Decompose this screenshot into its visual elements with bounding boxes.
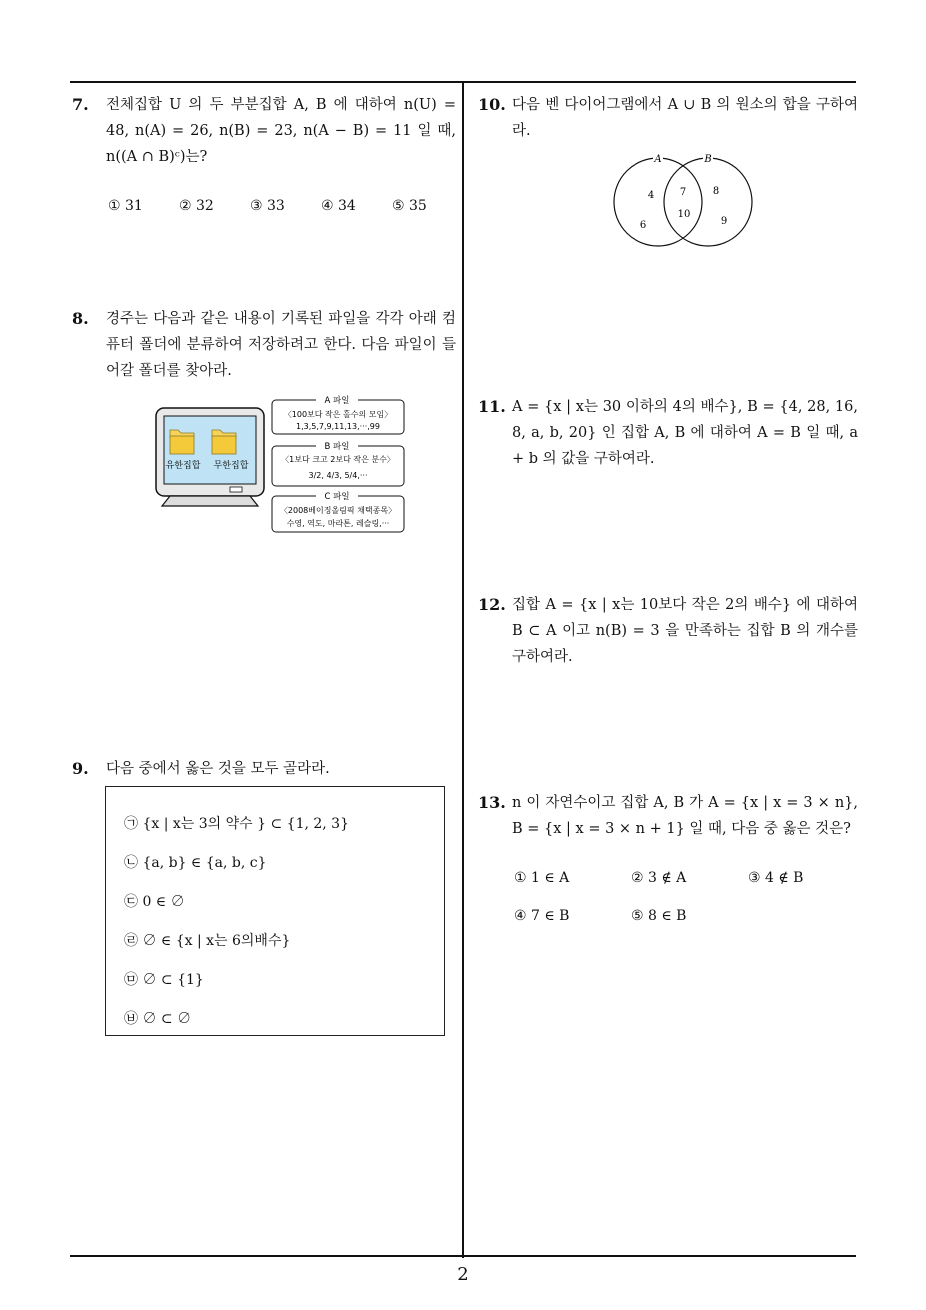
computer-folders-figure bbox=[150, 392, 412, 534]
venn-element: 10 bbox=[677, 209, 691, 220]
statement-item[interactable]: ㉢ 0 ∈ ∅ bbox=[124, 894, 185, 910]
question-number: 13. bbox=[478, 793, 506, 812]
question-number: 9. bbox=[72, 759, 89, 778]
statement-item[interactable]: ㉣ ∅ ∈ {x | x는 6의배수} bbox=[124, 933, 291, 949]
venn-element: 6 bbox=[639, 220, 647, 231]
folder-label-infinite: 무한집합 bbox=[213, 461, 249, 471]
folder-icon[interactable] bbox=[212, 430, 236, 454]
file-description: 〈100보다 작은 홀수의 모임〉 bbox=[283, 410, 393, 419]
choice-3[interactable]: ③ 33 bbox=[250, 198, 285, 214]
question-9 bbox=[72, 756, 456, 782]
set-a-label: A bbox=[654, 154, 662, 165]
question-11 bbox=[478, 394, 858, 472]
choice-1[interactable]: ① 31 bbox=[108, 198, 143, 214]
file-title: C 파일 bbox=[324, 492, 350, 502]
question-text: n 이 자연수이고 집합 A, B 가 A = {x | x = 3 × n}, B = {x | x = 3 × n + 1} 일 때, 다음 중 옳은 것은? bbox=[512, 795, 858, 837]
file-card-a bbox=[272, 394, 404, 434]
venn-element: 9 bbox=[720, 216, 728, 227]
question-10 bbox=[478, 92, 858, 144]
column-divider bbox=[462, 82, 464, 1258]
venn-element: 4 bbox=[647, 190, 655, 201]
bottom-rule bbox=[70, 1255, 856, 1257]
question-text: A = {x | x는 30 이하의 4의 배수}, B = {4, 28, 16, 8, a, b, 20} 인 집합 A, B 에 대하여 A = B 일 때, a + b 의 값을 구하여라. bbox=[512, 399, 858, 467]
file-card-c bbox=[272, 490, 404, 532]
statement-item[interactable]: ㉠ {x | x는 3의 약수 } ⊂ {1, 2, 3} bbox=[124, 816, 349, 832]
venn-element: 7 bbox=[679, 187, 687, 198]
choice-2[interactable]: ② 32 bbox=[179, 198, 214, 214]
statement-item[interactable]: ㉥ ∅ ⊂ ∅ bbox=[124, 1011, 192, 1027]
venn-element: 8 bbox=[712, 186, 720, 197]
choice-2[interactable]: ② 3 ∉ A bbox=[631, 870, 687, 886]
page-number: 2 bbox=[457, 1264, 469, 1285]
question-number: 8. bbox=[72, 309, 89, 328]
file-card-b bbox=[272, 440, 404, 486]
choice-5[interactable]: ⑤ 35 bbox=[392, 198, 427, 214]
question-text: 다음 벤 다이어그램에서 A ∪ B 의 원소의 합을 구하여라. bbox=[512, 97, 858, 139]
venn-diagram bbox=[610, 150, 760, 250]
monitor-illustration bbox=[156, 408, 264, 506]
folder-icon[interactable] bbox=[170, 430, 194, 454]
file-content: 3/2, 4/3, 5/4,··· bbox=[308, 471, 368, 480]
question-number: 10. bbox=[478, 95, 506, 114]
file-title: A 파일 bbox=[324, 396, 350, 406]
folder-label-finite: 유한집합 bbox=[165, 461, 201, 471]
question-text: 다음 중에서 옳은 것을 모두 골라라. bbox=[106, 761, 330, 777]
statement-item[interactable]: ㉡ {a, b} ∈ {a, b, c} bbox=[124, 855, 267, 871]
question-text: 경주는 다음과 같은 내용이 기록된 파일을 각각 아래 컴퓨터 폴더에 분류하여 저장하려고 한다. 다음 파일이 들어갈 폴더를 찾아라. bbox=[106, 311, 456, 379]
question-text: 전체집합 U 의 두 부분집합 A, B 에 대하여 n(U) = 48, n(A) = 26, n(B) = 23, n(A − B) = 11 일 때, n((A ∩ B)ᶜ)는? bbox=[106, 97, 456, 165]
file-description: 〈2008베이징올림픽 채택종목〉 bbox=[279, 506, 397, 515]
file-title: B 파일 bbox=[324, 442, 350, 452]
question-number: 11. bbox=[478, 397, 506, 416]
question-number: 7. bbox=[72, 95, 89, 114]
file-description: 〈1보다 크고 2보다 작은 분수〉 bbox=[281, 455, 395, 464]
statement-item[interactable]: ㉤ ∅ ⊂ {1} bbox=[124, 972, 204, 988]
question-7 bbox=[72, 92, 456, 170]
choice-1[interactable]: ① 1 ∈ A bbox=[514, 870, 570, 886]
question-12 bbox=[478, 592, 858, 670]
question-13 bbox=[478, 790, 858, 842]
statement-box bbox=[105, 786, 445, 1036]
choice-3[interactable]: ③ 4 ∉ B bbox=[748, 870, 804, 886]
question-text: 집합 A = {x | x는 10보다 작은 2의 배수} 에 대하여 B ⊂ A 이고 n(B) = 3 을 만족하는 집합 B 의 개수를 구하여라. bbox=[512, 597, 858, 665]
choice-4[interactable]: ④ 7 ∈ B bbox=[514, 908, 570, 924]
set-b-label: B bbox=[704, 154, 712, 165]
choice-4[interactable]: ④ 34 bbox=[321, 198, 356, 214]
file-content: 1,3,5,7,9,11,13,···,99 bbox=[296, 422, 380, 431]
file-content: 수영, 역도, 마라톤, 레슬링,··· bbox=[286, 519, 390, 528]
choice-5[interactable]: ⑤ 8 ∈ B bbox=[631, 908, 687, 924]
question-number: 12. bbox=[478, 595, 506, 614]
question-8 bbox=[72, 306, 456, 384]
